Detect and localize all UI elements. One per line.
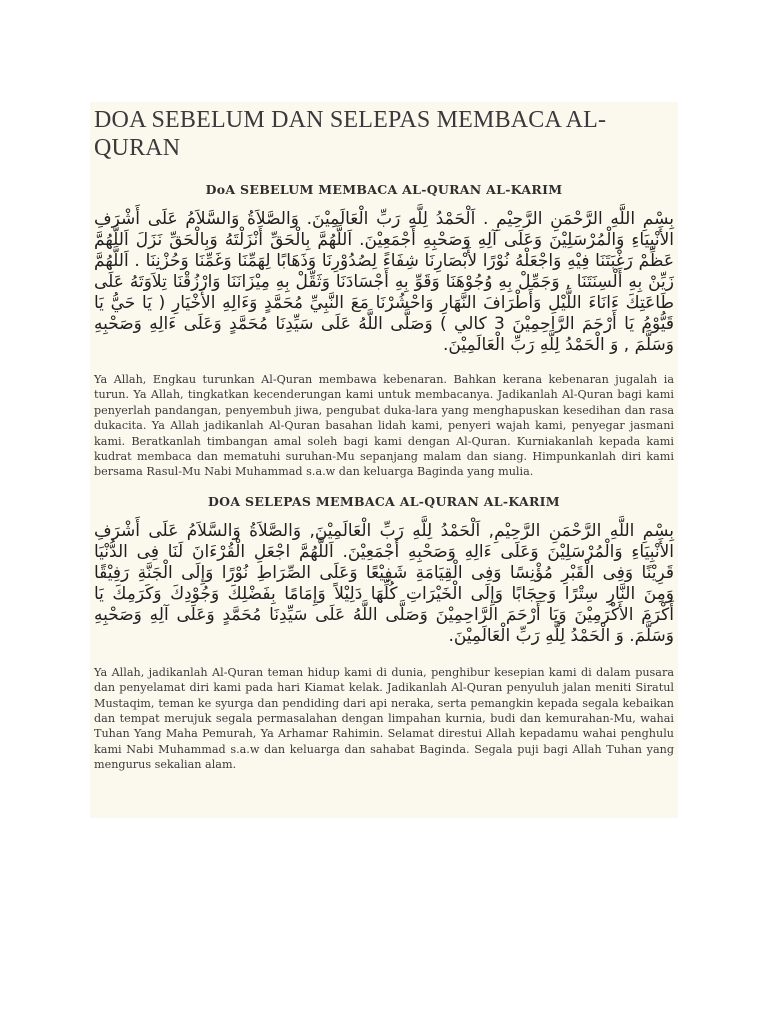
section-heading-after-reading: DOA SELEPAS MEMBACA AL-QURAN AL-KARIM — [208, 493, 560, 509]
arabic-prayer-before-reading: بِسْمِ اللَّهِ الرَّحْمَنِ الرَّحِيْمِ . اَلْحَمْدُ لِلَّهِ رَبِّ الْعَالَمِيْنَ. وَالصَّلاَةُ وَالسَّلاَمُ عَلَى أَشْرَفِ الأَنْبِيَاءِ وَالْمُرْسَلِيْنَ وَعَلَى آلِهِ وَصَحْبِهِ أَجْمَعِيْنَ. اَللَّهُمَّ بِالْحَقِّ أَنْزَلْتَهُ وَبِالْحَقِّ نَزَلَ اَللَّهُمَّ عَظِّمْ رَغْبَتَنَا فِيْهِ وَاجْعَلْهُ نُوْرًا لأَبْصَارِنَا شِفَاءً لِصُدُوْرِنَا وَذَهَابًا لِهَمِّنَا وَغَمِّنَا وَحُزْنِنَا . اَللَّهُمَّ زَيِّنْ بِهِ أَلْسِنَتَنَا , وَجَمِّلْ بِهِ وُجُوْهَنَا وَقَوِّ بِهِ أَجْسَادَنَا وَثَقِّلْ بِهِ مِيْزَانَنَا وَارْزُقْنَا تِلاَوَتَهُ عَلَى طَاعَتِكَ ءَانَاءَ اللَّيْلِ وَأَطْرَافَ النَّهَارِ وَاحْشُرْنَا مَعَ النَّبِيِّ مُحَمَّدٍ وَءَالِهِ الأَخْيَارِ ( يَا حَيُّ يَا قَيُّوْمُ يَا أَرْحَمَ الرَّاحِمِيْنَ 3 كالي ) وَصَلَّى اللَّهُ عَلَى سَيِّدِنَا مُحَمَّدٍ وَعَلَى ءَالِهِ وَصَحْبِهِ وَسَلَّمَ , وَ الْحَمْدُ لِلَّهِ رَبِّ الْعَالَمِيْنَ. — [94, 209, 674, 355]
translation-before-reading: Ya Allah, Engkau turunkan Al-Quran membawa kebenaran. Bahkan kerana kebenaran jugalah ia turun. Ya Allah, tingkatkan kecenderungan kami untuk membacanya. Jadikanlah Al-Quran bagi kami penyerlah pandangan, penyembuh jiwa, pengubat duka-lara yang menghapuskan kesedihan dan rasa dukacita. Ya Allah jadikanlah Al-Quran basahan lidah kami, penyeri wajah kami, penyegar jasmani kami. Beratkanlah timbangan amal soleh bagi kami dengan Al-Quran. Kurniakanlah kepada kami kudrat membaca dan mematuhi suruhan-Mu sepanjang malam dan siang. Himpunkanlah diri kami bersama Rasul-Mu Nabi Muhammad s.a.w dan keluarga Baginda yang mulia. — [94, 373, 674, 479]
document-page — [90, 102, 678, 818]
arabic-prayer-after-reading: بِسْمِ اللَّهِ الرَّحْمَنِ الرَّحِيْمِ, اَلْحَمْدُ لِلَّهِ رَبِّ الْعَالَمِيْنَ, وَالصَّلاَةُ وَالسَّلاَمُ عَلَى أَشْرَفِ الأَنْبِيَاءِ وَالْمُرْسَلِيْنَ وَعَلَى ءَالِهِ وَصَحْبِهِ أَجْمَعِيْنَ. اَللَّهُمَّ اجْعَلِ الْقُرْءَانَ لَنَا فِى الدُّنْيَا قَرِيْنًا وَفِى الْقَبْرِ مُؤْنِسًا وَفِى الْقِيَامَةِ شَفِيْعًا وَعَلَى الصِّرَاطِ نُوْرًا وَإِلَى الْجَنَّةِ رَفِيْقًا وَمِنَ النَّارِ سِتْرًا وَحِجَابًا وَإِلَى الْخَيْرَاتِ كُلِّهَا دَلِيْلاً وَإِمَامًا بِفَضْلِكَ وَجُوْدِكَ وَكَرَمِكَ يَا أَكْرَمَ الأَكْرَمِيْنَ وَيَا أَرْحَمَ الرَّاحِمِيْنَ وَصَلَّى اللَّهُ عَلَى سَيِّدِنَا مُحَمَّدٍ وَعَلَى آلِهِ وَصَحْبِهِ وَسَلَّمَ. وَ الْحَمْدُ لِلَّهِ رَبِّ الْعَالَمِيْنَ. — [94, 520, 674, 646]
section-heading-before-reading: DoA SEBELUM MEMBACA AL-QURAN AL-KARIM — [205, 182, 563, 197]
translation-after-reading: Ya Allah, jadikanlah Al-Quran teman hidup kami di dunia, penghibur kesepian kami di dalam pusara dan penyelamat diri kami pada hari Kiamat kelak. Jadikanlah Al-Quran penyuluh jalan meniti Siratul Mustaqim, teman ke syurga dan pendiding dari api neraka, serta pemangkin kepada segala kebaikan dan tempat merujuk segala permasalahan dengan limpahan kurnia, budi dan kemurahan-Mu, wahai Tuhan Yang Maha Pemurah, Ya Arhamar Rahimin. Selamat direstui Allah kepadamu wahai penghulu kami Nabi Muhammad s.a.w dan keluarga dan sahabat Baginda. Segala puji bagi Allah Tuhan yang mengurus sekalian alam. — [94, 665, 674, 772]
page-title: DOA SEBELUM DAN SELEPAS MEMBACA AL-QURAN — [94, 107, 607, 161]
